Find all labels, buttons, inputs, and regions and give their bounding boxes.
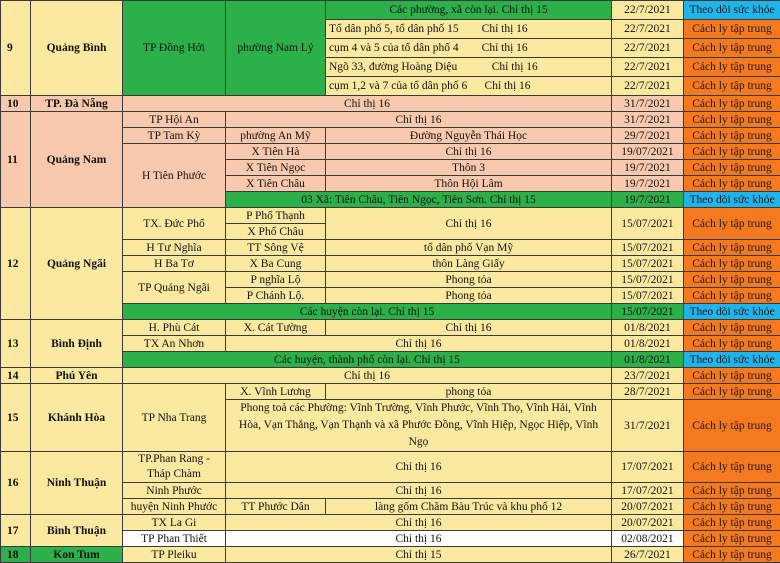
area-cell: Chỉ thị 15 bbox=[226, 547, 612, 563]
area-cell: phong tỏa bbox=[326, 384, 612, 400]
row-number: 9 bbox=[1, 1, 31, 96]
date-cell: 15/07/2021 bbox=[612, 304, 684, 320]
area-cell: Phong tỏa bbox=[326, 288, 612, 304]
measure-badge: Cách ly tập trung bbox=[684, 58, 780, 77]
measure-badge: Cách ly tập trung bbox=[684, 515, 780, 531]
date-cell: 23/7/2021 bbox=[612, 368, 684, 384]
table-row bbox=[1, 112, 780, 128]
area-cell: Chỉ thị 16 bbox=[226, 112, 612, 128]
date-cell: 28/7/2021 bbox=[612, 384, 684, 400]
measure-badge: Cách ly tập trung bbox=[684, 160, 780, 176]
date-cell: 19/7/2021 bbox=[612, 160, 684, 176]
district-cell: TP Phan Thiết bbox=[123, 531, 226, 547]
date-cell: 15/07/2021 bbox=[612, 288, 684, 304]
province-name: Bình Định bbox=[31, 320, 123, 368]
district-cell: TX An Nhơn bbox=[123, 336, 226, 352]
measure-badge: Cách ly tập trung bbox=[684, 256, 780, 272]
district-cell: TP Pleiku bbox=[123, 547, 226, 563]
province-name: Quảng Bình bbox=[31, 1, 123, 96]
date-cell: 19/7/2021 bbox=[612, 192, 684, 208]
province-name: Quảng Ngãi bbox=[31, 208, 123, 320]
table-row bbox=[1, 96, 780, 112]
district-cell: TX La Gi bbox=[123, 515, 226, 531]
measure-badge: Cách ly tập trung bbox=[684, 531, 780, 547]
district-cell: H Tiên Phước bbox=[123, 144, 226, 208]
table-row bbox=[1, 547, 780, 563]
district-cell: TX. Đức Phổ bbox=[123, 208, 226, 240]
row-number: 14 bbox=[1, 368, 31, 384]
row-number: 18 bbox=[1, 547, 31, 563]
table-row bbox=[1, 368, 780, 384]
table-row bbox=[1, 384, 780, 400]
ward-cell: P Chánh Lộ. bbox=[226, 288, 326, 304]
measure-badge: Cách ly tập trung bbox=[684, 452, 780, 483]
measure-badge: Theo dõi sức khỏe bbox=[684, 352, 780, 368]
area-cell: Chỉ thị 16 bbox=[326, 320, 612, 336]
row-number: 12 bbox=[1, 208, 31, 320]
row-number: 15 bbox=[1, 384, 31, 452]
row-number: 10 bbox=[1, 96, 31, 112]
ward-cell: TT Phước Dân bbox=[226, 499, 326, 515]
area-cell: Chỉ thị 16 bbox=[326, 144, 612, 160]
ward-cell: phường Nam Lý bbox=[226, 1, 326, 96]
measure-badge: Cách ly tập trung bbox=[684, 20, 780, 39]
area-cell: Các huyện còn lại. Chỉ thị 15 bbox=[123, 304, 612, 320]
date-cell: 22/7/2021 bbox=[612, 20, 684, 39]
measure-badge: Cách ly tập trung bbox=[684, 128, 780, 144]
ward-cell: P Phổ Thạnh bbox=[226, 208, 326, 224]
date-cell: 01/8/2021 bbox=[612, 336, 684, 352]
date-cell: 22/7/2021 bbox=[612, 58, 684, 77]
district-cell: TP Quảng Ngãi bbox=[123, 272, 226, 304]
measure-badge: Cách ly tập trung bbox=[684, 272, 780, 288]
date-cell: 17/07/2021 bbox=[612, 483, 684, 499]
ward-cell: P nghĩa Lộ bbox=[226, 272, 326, 288]
area-cell: thôn Làng Giấy bbox=[326, 256, 612, 272]
date-cell: 19/07/2021 bbox=[612, 144, 684, 160]
date-cell: 29/7/2021 bbox=[612, 128, 684, 144]
ward-cell: X. Vĩnh Lương bbox=[226, 384, 326, 400]
area-cell: Chỉ thị 16 bbox=[226, 515, 612, 531]
date-cell: 15/07/2021 bbox=[612, 272, 684, 288]
date-cell: 01/8/2021 bbox=[612, 320, 684, 336]
ward-cell: X. Cát Tường bbox=[226, 320, 326, 336]
measure-badge: Theo dõi sức khỏe bbox=[684, 1, 780, 20]
province-name: Quảng Nam bbox=[31, 112, 123, 208]
area-cell: Phong toả các Phường: Vĩnh Trường, Vĩnh Phước, Vĩnh Thọ, Vĩnh Hải, Vĩnh Hòa, Vạn Thắng, Vạn Thạnh và xã Phước Đồng, Vĩnh Hiệp, Ngọc Hiệp, Vĩnh Ngọ bbox=[226, 400, 612, 452]
date-cell: 19/7/2021 bbox=[612, 176, 684, 192]
date-cell: 01/8/2021 bbox=[612, 352, 684, 368]
row-number: 17 bbox=[1, 515, 31, 547]
date-cell: 31/7/2021 bbox=[612, 112, 684, 128]
date-cell: 31/7/2021 bbox=[612, 400, 684, 452]
area-cell: Tổ dân phố 5, tổ dân phố 15 Chỉ thị 16 bbox=[326, 20, 612, 39]
measure-badge: Cách ly tập trung bbox=[684, 400, 780, 452]
area-cell: Đường Nguyễn Thái Học bbox=[326, 128, 612, 144]
measure-badge: Cách ly tập trung bbox=[684, 112, 780, 128]
row-number: 11 bbox=[1, 112, 31, 208]
row-number: 13 bbox=[1, 320, 31, 368]
date-cell: 02/08/2021 bbox=[612, 531, 684, 547]
table-row bbox=[1, 208, 780, 224]
area-cell: Phong tỏa bbox=[326, 272, 612, 288]
ward-cell: X Tiên Châu bbox=[226, 176, 326, 192]
district-cell: TP Nha Trang bbox=[123, 384, 226, 452]
area-cell: làng gốm Chăm Bàu Trúc và khu phố 12 bbox=[326, 499, 612, 515]
area-cell: Các phường, xã còn lại. Chỉ thị 15 bbox=[326, 1, 612, 20]
measure-badge: Cách ly tập trung bbox=[684, 547, 780, 563]
district-cell: huyện Ninh Phước bbox=[123, 499, 226, 515]
area-cell: Các huyện, thành phố còn lại. Chỉ thị 15 bbox=[123, 352, 612, 368]
date-cell: 20/07/2021 bbox=[612, 499, 684, 515]
area-cell: Ngõ 33, đường Hoàng Diệu Chỉ thị 16 bbox=[326, 58, 612, 77]
ward-cell: TT Sông Vệ bbox=[226, 240, 326, 256]
table-row bbox=[1, 320, 780, 336]
district-cell: H Tư Nghĩa bbox=[123, 240, 226, 256]
measure-badge: Cách ly tập trung bbox=[684, 208, 780, 240]
measure-badge: Cách ly tập trung bbox=[684, 288, 780, 304]
area-cell: tổ dân phố Vạn Mỹ bbox=[326, 240, 612, 256]
district-cell: TP Hội An bbox=[123, 112, 226, 128]
date-cell: 17/07/2021 bbox=[612, 452, 684, 483]
district-cell: H Ba Tơ bbox=[123, 256, 226, 272]
ward-cell: X Ba Cung bbox=[226, 256, 326, 272]
date-cell: 15/07/2021 bbox=[612, 208, 684, 240]
province-name: Bình Thuận bbox=[31, 515, 123, 547]
measure-badge: Cách ly tập trung bbox=[684, 77, 780, 96]
district-cell: H. Phù Cát bbox=[123, 320, 226, 336]
date-cell: 31/7/2021 bbox=[612, 96, 684, 112]
area-cell: Chỉ thị 16 bbox=[226, 336, 612, 352]
area-cell: cụm 1,2 và 7 của tổ dân phố 6 Chỉ thị 16 bbox=[326, 77, 612, 96]
area-cell: Thôn 3 bbox=[326, 160, 612, 176]
date-cell: 15/07/2021 bbox=[612, 256, 684, 272]
row-number: 16 bbox=[1, 452, 31, 515]
measure-badge: Cách ly tập trung bbox=[684, 336, 780, 352]
measure-badge: Cách ly tập trung bbox=[684, 39, 780, 58]
district-cell: TP Đồng Hới bbox=[123, 1, 226, 96]
date-cell: 22/7/2021 bbox=[612, 39, 684, 58]
date-cell: 20/07/2021 bbox=[612, 515, 684, 531]
area-cell: Chỉ thị 16 bbox=[123, 96, 612, 112]
province-name: Ninh Thuận bbox=[31, 452, 123, 515]
measure-badge: Cách ly tập trung bbox=[684, 384, 780, 400]
province-name: Khánh Hòa bbox=[31, 384, 123, 452]
measure-badge: Cách ly tập trung bbox=[684, 176, 780, 192]
table-row bbox=[1, 1, 780, 20]
date-cell: 15/07/2021 bbox=[612, 240, 684, 256]
area-cell: cụm 4 và 5 của tổ dân phố 4 Chỉ thị 16 bbox=[326, 39, 612, 58]
district-cell: TP Tam Kỳ bbox=[123, 128, 226, 144]
area-cell: Chỉ thị 16 bbox=[226, 531, 612, 547]
area-cell: Chỉ thị 16 bbox=[326, 208, 612, 240]
district-cell: Ninh Phước bbox=[123, 483, 226, 499]
measure-badge: Theo dõi sức khỏe bbox=[684, 192, 780, 208]
area-cell: 03 Xã: Tiên Châu, Tiên Ngọc, Tiên Sơn. Chỉ thị 15 bbox=[226, 192, 612, 208]
area-cell: Chỉ thị 16 bbox=[226, 452, 612, 483]
ward-cell: X Tiên Ngọc bbox=[226, 160, 326, 176]
measure-badge: Cách ly tập trung bbox=[684, 320, 780, 336]
date-cell: 22/7/2021 bbox=[612, 1, 684, 20]
table-row bbox=[1, 452, 780, 483]
area-cell: Thôn Hội Lâm bbox=[326, 176, 612, 192]
measure-badge: Cách ly tập trung bbox=[684, 483, 780, 499]
measure-badge: Theo dõi sức khỏe bbox=[684, 304, 780, 320]
measure-badge: Cách ly tập trung bbox=[684, 96, 780, 112]
ward-cell: X Tiên Hà bbox=[226, 144, 326, 160]
area-cell: Chỉ thị 16 bbox=[123, 368, 612, 384]
ward-cell: X Phổ Châu bbox=[226, 224, 326, 240]
date-cell: 26/7/2021 bbox=[612, 547, 684, 563]
table-row bbox=[1, 515, 780, 531]
measure-badge: Cách ly tập trung bbox=[684, 499, 780, 515]
date-cell: 22/7/2021 bbox=[612, 77, 684, 96]
area-cell: Chỉ thị 16 bbox=[226, 483, 612, 499]
measure-badge: Cách ly tập trung bbox=[684, 368, 780, 384]
province-name: Phú Yên bbox=[31, 368, 123, 384]
district-cell: TP.Phan Rang - Tháp Chàm bbox=[123, 452, 226, 483]
ward-cell: phường An Mỹ bbox=[226, 128, 326, 144]
measure-badge: Cách ly tập trung bbox=[684, 240, 780, 256]
province-name: Kon Tum bbox=[31, 547, 123, 563]
province-name: TP. Đà Nẵng bbox=[31, 96, 123, 112]
measure-badge: Cách ly tập trung bbox=[684, 144, 780, 160]
